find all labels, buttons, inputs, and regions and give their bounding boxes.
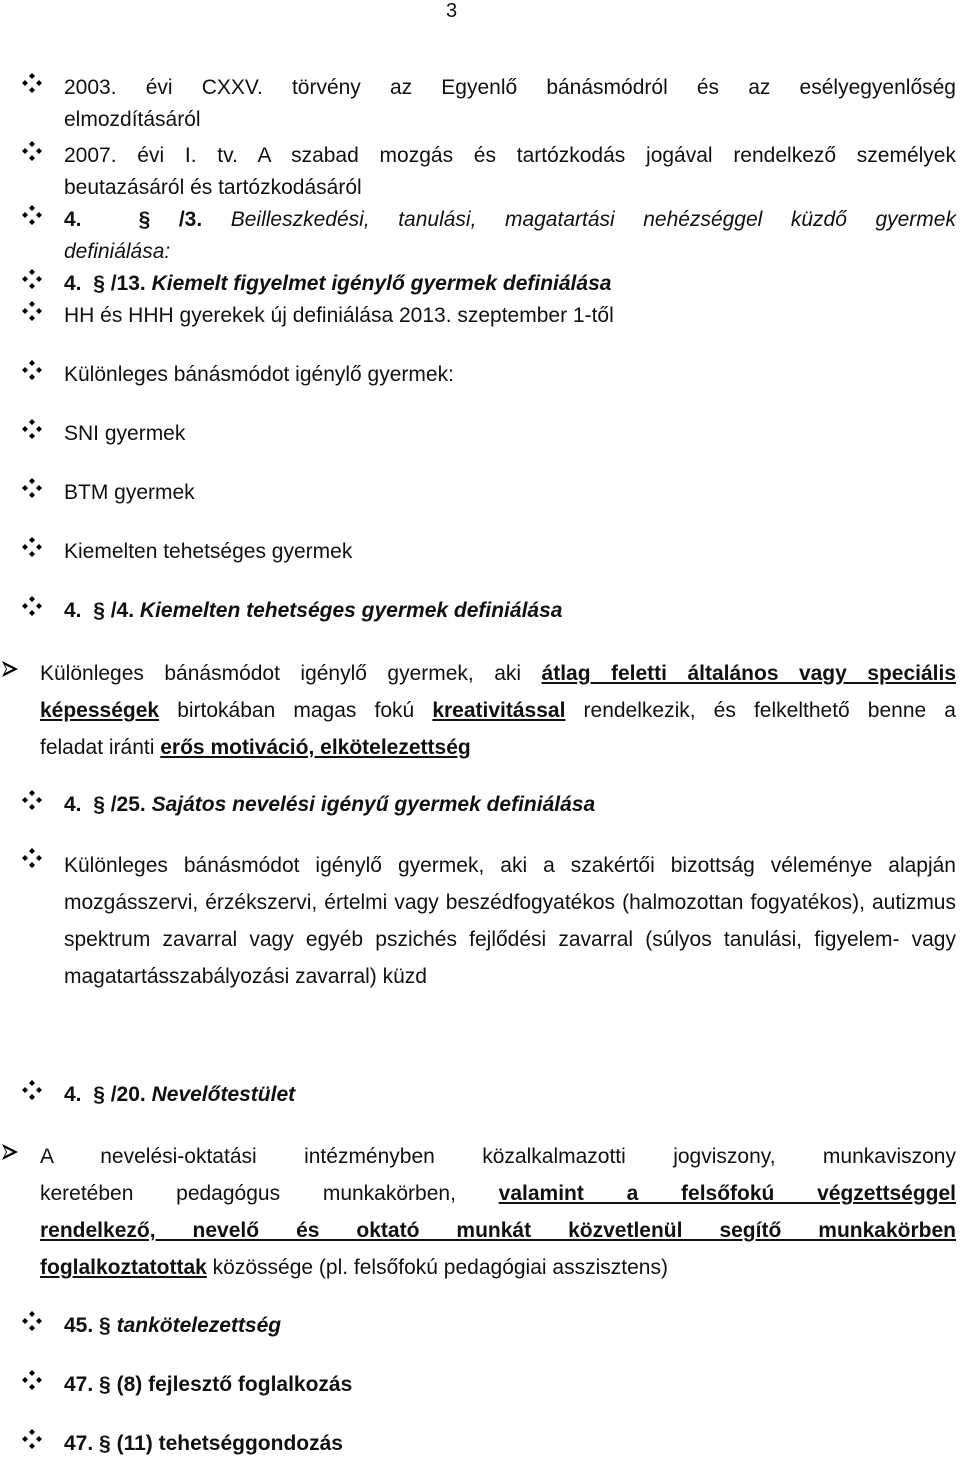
section-sign: §	[99, 1432, 111, 1455]
definition-text: A nevelési-oktatási intézményben közalkalmazotti jogviszony, munkaviszony	[40, 1145, 956, 1168]
page-number: 3	[446, 0, 458, 22]
diamond-bullet-icon	[22, 1080, 42, 1100]
definition-paragraph	[0, 655, 956, 766]
list-item	[22, 268, 956, 300]
list-item	[22, 1310, 956, 1342]
diamond-bullet-icon	[22, 1311, 42, 1331]
section-number: 4.	[64, 1083, 82, 1106]
diamond-bullet-icon	[22, 596, 42, 616]
diamond-bullet-icon	[22, 205, 42, 225]
section-title: (11) tehetséggondozás	[116, 1432, 343, 1455]
section-sign: §	[93, 272, 105, 295]
list-item	[22, 536, 956, 568]
list-item	[22, 477, 956, 509]
definition-text: közössége (pl. felsőfokú pedagógiai asszisztens)	[206, 1256, 668, 1279]
list-item-text: BTM gyermek	[64, 481, 195, 504]
list-item	[22, 140, 956, 204]
list-item	[22, 789, 956, 821]
diamond-bullet-icon	[22, 478, 42, 498]
section-sign: §	[93, 1083, 105, 1106]
section-sign: §	[99, 1314, 111, 1337]
diamond-bullet-icon	[22, 269, 42, 289]
diamond-bullet-icon	[22, 301, 42, 321]
definition-text: feladat iránti	[40, 736, 161, 759]
section-ref: /3.	[178, 208, 203, 231]
section-ref: /25.	[110, 793, 146, 816]
arrow-bullet-icon	[0, 1142, 20, 1162]
definition-paragraph	[0, 1138, 956, 1286]
section-sign: §	[99, 1373, 111, 1396]
section-ref: /13.	[110, 272, 146, 295]
diamond-bullet-icon	[22, 360, 42, 380]
list-item-text: Különleges bánásmódot igénylő gyermek:	[64, 363, 454, 386]
section-number: 4.	[64, 599, 82, 622]
definition-emphasis: átlag feletti általános vagy speciális	[541, 662, 956, 685]
section-title-cont: definiálása:	[64, 240, 171, 263]
list-item-line: 2007. évi I. tv. A szabad mozgás és tartózkodás jogával rendelkező személyek	[64, 144, 956, 167]
section-number: 47.	[64, 1432, 94, 1455]
definition-text: keretében pedagógus munkakörben,	[40, 1182, 499, 1205]
section-sign: §	[93, 599, 105, 622]
list-item	[22, 847, 956, 995]
section-ref: /20.	[110, 1083, 146, 1106]
list-item-line: beutazásáról és tartózkodásáról	[64, 176, 362, 199]
section-number: 45.	[64, 1314, 94, 1337]
section-title: Kiemelt figyelmet igénylő gyermek definiálása	[151, 272, 612, 295]
list-item	[22, 1369, 956, 1401]
list-item-line: 2003. évi CXXV. törvény az Egyenlő bánásmódról és az esélyegyenlőség	[64, 76, 956, 99]
list-item-text: Kiemelten tehetséges gyermek	[64, 540, 353, 563]
definition-emphasis: rendelkező, nevelő és oktató munkát közvetlenül segítő munkakörben	[40, 1219, 956, 1242]
list-item	[22, 359, 956, 391]
diamond-bullet-icon	[22, 419, 42, 439]
section-number: 47.	[64, 1373, 94, 1396]
list-item	[22, 204, 956, 268]
section-ref: /4.	[110, 599, 135, 622]
definition-text: Különleges bánásmódot igénylő gyermek, aki	[40, 662, 542, 685]
diamond-bullet-icon	[22, 537, 42, 557]
list-item	[22, 1428, 956, 1460]
definition-text: birtokában magas fokú	[159, 699, 433, 722]
list-item	[22, 72, 956, 136]
diamond-bullet-icon	[22, 790, 42, 810]
section-title: Beilleszkedési, tanulási, magatartási nehézséggel küzdő gyermek	[230, 208, 956, 231]
definition-emphasis: kreativitással	[432, 699, 566, 722]
definition-emphasis: erős motiváció, elkötelezettség	[160, 736, 471, 759]
section-title: Sajátos nevelési igényű gyermek definiálása	[151, 793, 596, 816]
section-title: tankötelezettség	[116, 1314, 282, 1337]
section-title: (8) fejlesztő foglalkozás	[116, 1373, 353, 1396]
list-item	[22, 418, 956, 450]
definition-emphasis: valamint a felsőfokú végzettséggel	[498, 1182, 956, 1205]
list-item-line: elmozdításáról	[64, 108, 201, 131]
definition-text: rendelkezik, és felkelthető benne a	[565, 699, 956, 722]
section-number: 4.	[64, 208, 82, 231]
diamond-bullet-icon	[22, 1429, 42, 1449]
definition-emphasis: képességek	[40, 699, 160, 722]
diamond-bullet-icon	[22, 141, 42, 161]
section-sign: §	[138, 208, 151, 231]
definition-emphasis: foglalkoztatottak	[40, 1256, 207, 1279]
section-title: Nevelőtestület	[151, 1083, 296, 1106]
list-item	[22, 1079, 956, 1111]
section-number: 4.	[64, 272, 82, 295]
diamond-bullet-icon	[22, 1370, 42, 1390]
section-sign: §	[93, 793, 105, 816]
section-title: Kiemelten tehetséges gyermek definiálása	[139, 599, 563, 622]
list-item-text: SNI gyermek	[64, 422, 186, 445]
arrow-bullet-icon	[0, 659, 20, 679]
diamond-bullet-icon	[22, 848, 42, 868]
list-item	[22, 595, 956, 627]
definition-text: Különleges bánásmódot igénylő gyermek, aki a szakértői bizottság véleménye alapján mozgásszervi, érzékszervi, értelmi vagy beszédfogyatékos (halmozottan fogyatékos), autizmus spektrum zavarral vagy egyéb pszichés fejlődési zavarral (súlyos tanulási, figyelem- vagy magatartásszabályozási zavarral) küzd	[64, 854, 956, 988]
diamond-bullet-icon	[22, 73, 42, 93]
list-item	[22, 300, 956, 332]
list-item-text: HH és HHH gyerekek új definiálása 2013. szeptember 1-től	[64, 304, 614, 327]
section-number: 4.	[64, 793, 82, 816]
